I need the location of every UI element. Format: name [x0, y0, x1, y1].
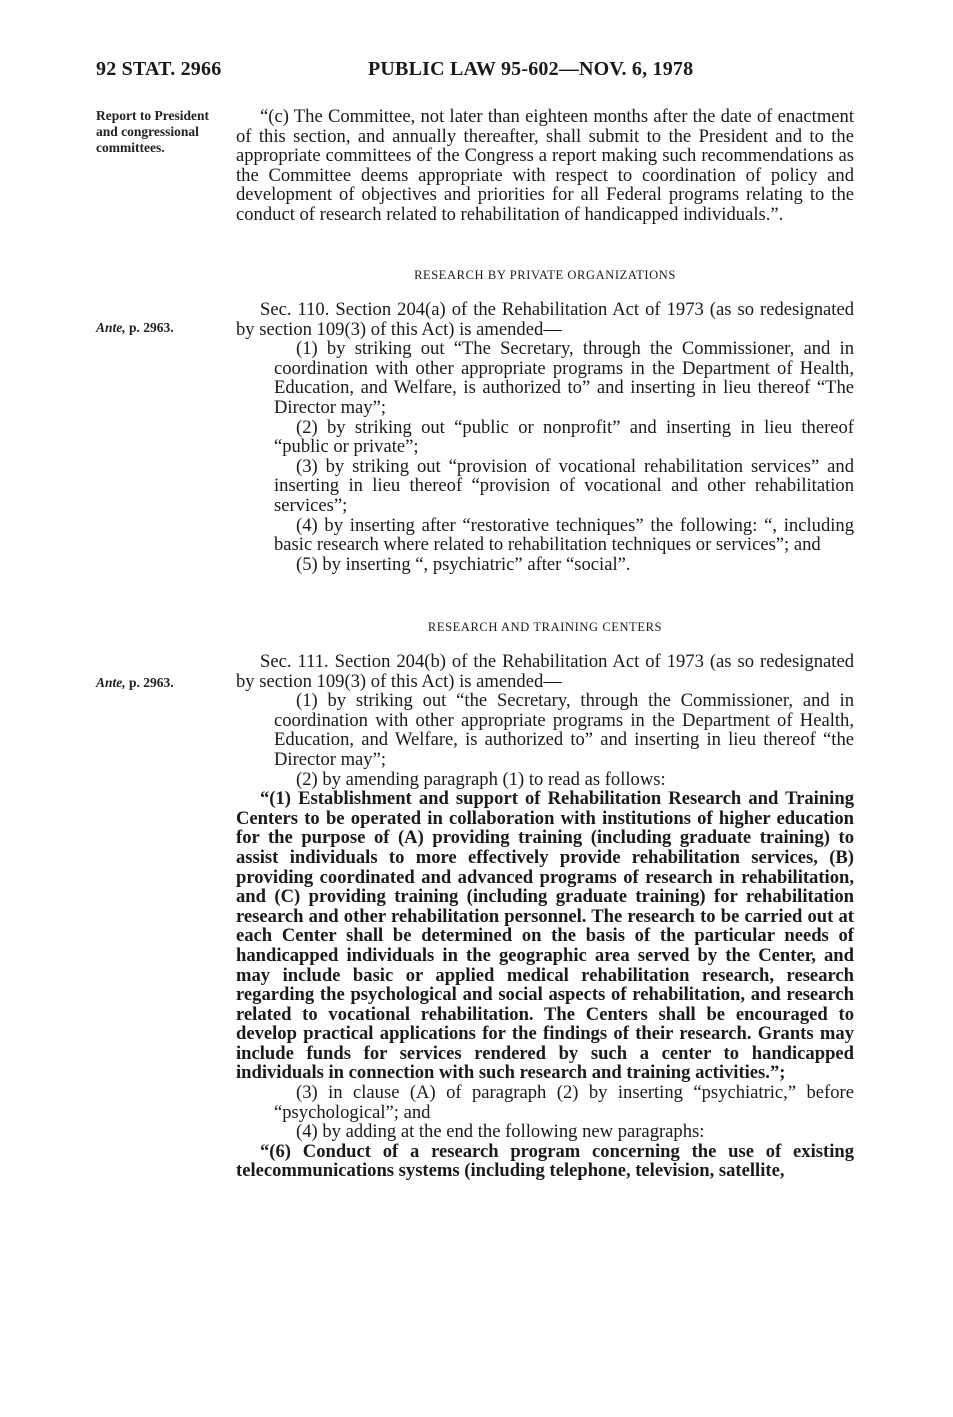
- margin-note-ante-2-page: p. 2963.: [129, 675, 174, 690]
- section-110: Sec. 110. Section 204(a) of the Rehabilitation Act of 1973 (as so redesignated by section 109(3) of this Act) is amended—: [236, 299, 854, 340]
- page-header: [96, 58, 856, 84]
- section-111-item-2: (2) by amending paragraph (1) to read as follows:: [296, 768, 666, 790]
- section-110-item-1: (1) by striking out “The Secretary, through the Commissioner, and in coordination with other appropriate programs in the Department of Health, Education, and Welfare, is authorized to” and inserting in lieu thereof “The Director may”;: [274, 338, 854, 418]
- section-110-item-5: (5) by inserting “, psychiatric” after “social”.: [296, 553, 631, 575]
- margin-note-report: Report to President and congressional committees.: [96, 108, 209, 155]
- margin-note-ante-1-page: p. 2963.: [129, 320, 174, 335]
- heading-research-private: RESEARCH BY PRIVATE ORGANIZATIONS: [414, 268, 676, 282]
- text-block-sec110: [236, 300, 854, 574]
- margin-note-ante-1: [96, 320, 226, 336]
- margin-note-ante-2-label: Ante,: [96, 675, 126, 690]
- public-law-title: PUBLIC LAW 95-602—NOV. 6, 1978: [368, 58, 694, 80]
- section-111-item-4: (4) by adding at the end the following new paragraphs:: [296, 1121, 705, 1143]
- margin-note-ante-2: [96, 675, 226, 691]
- margin-note-ante-1-label: Ante,: [96, 320, 126, 335]
- heading-research-training: RESEARCH AND TRAINING CENTERS: [427, 620, 663, 634]
- section-110-item-3: (3) by striking out “provision of vocational rehabilitation services” and inserting in lieu thereof “provision of vocational and other rehabilitation services”;: [274, 455, 854, 516]
- section-111-item-3: (3) in clause (A) of paragraph (2) by inserting “psychiatric,” before “psychological”; and: [274, 1082, 854, 1123]
- section-111: Sec. 111. Section 204(b) of the Rehabilitation Act of 1973 (as so redesignated by section 109(3) of this Act) is amended—: [236, 651, 854, 692]
- text-block-sec111: [236, 652, 854, 1181]
- quoted-paragraph-1: “(1) Establishment and support of Rehabilitation Research and Training Centers to be operated in collaboration with institutions of higher education for the purpose of (A) providing training (including graduate training) to assist individuals to more effectively provide rehabilitation services, (B) providing coordinated and advanced programs of research in rehabilitation, and (C) providing training (including graduate training) for rehabilitation research and other rehabilitation personnel. The research to be carried out at each Center shall be determined on the basis of the particular needs of handicapped individuals in the geographic area served by the Center, and may include basic or applied medical rehabilitation research, research regarding the psychological and social aspects of rehabilitation, and research related to vocational rehabilitation. The Centers shall be encouraged to develop practical applications for the findings of their research. Grants may include funds for services rendered by such a center to handicapped individuals in connection with such research and training activities.”;: [236, 788, 854, 1084]
- section-110-item-2: (2) by striking out “public or nonprofit” and inserting in lieu thereof “public or private”;: [274, 416, 854, 458]
- paragraph-c: “(c) The Committee, not later than eighteen months after the date of enactment of this section, and annually thereafter, shall submit to the President and to the appropriate committees of the Congress a report making such recommendations as the Committee deems appropriate with respect to coordination of policy and development of objectives and priorities for all Federal programs relating to the conduct of research related to rehabilitation of handicapped individuals.”.: [236, 106, 854, 225]
- stat-citation: 92 STAT. 2966: [96, 58, 222, 80]
- section-111-item-1: (1) by striking out “the Secretary, through the Commissioner, and in coordination with other appropriate programs in the Department of Health, Education, and Welfare, is authorized to” and inserting in lieu thereof “the Director may”;: [274, 690, 854, 770]
- quoted-paragraph-6: “(6) Conduct of a research program concerning the use of existing telecommunications systems (including telephone, television, satellite,: [236, 1140, 854, 1182]
- text-block-c: [236, 107, 854, 225]
- section-110-item-4: (4) by inserting after “restorative techniques” the following: “, including basic research where related to rehabilitation techniques or services”; and: [274, 514, 854, 556]
